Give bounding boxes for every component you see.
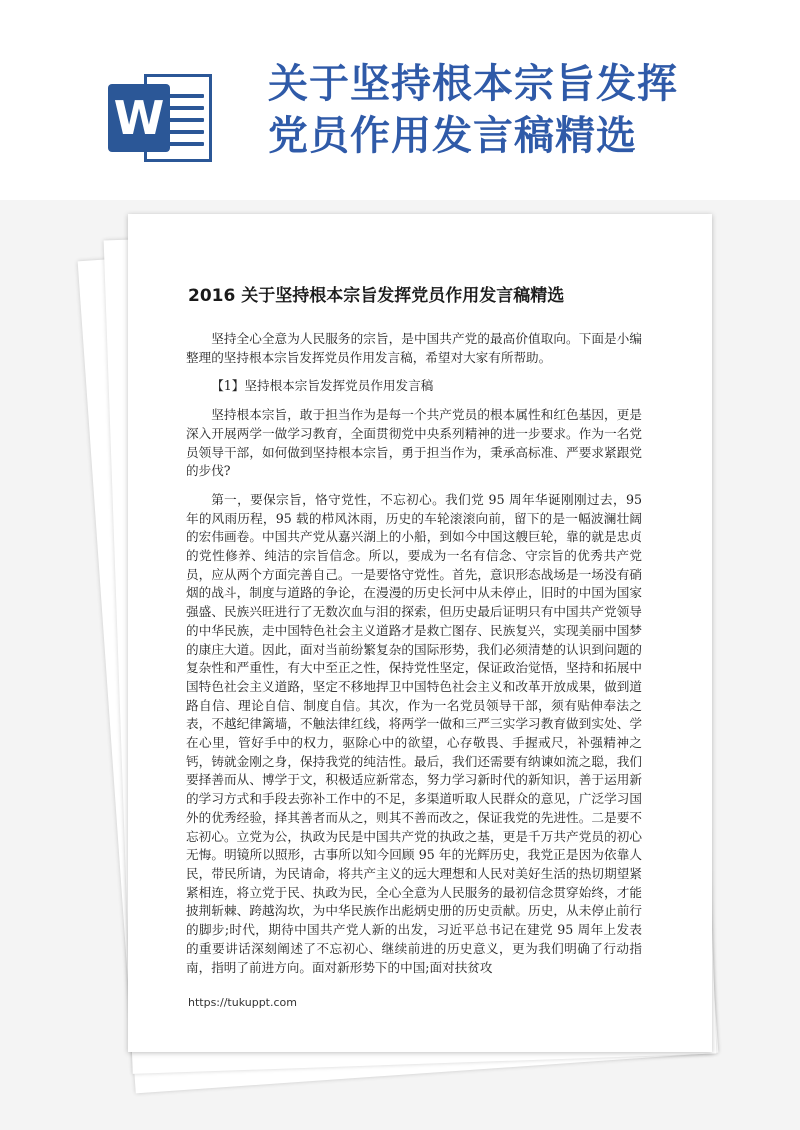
body-paragraph: 第一，要保宗旨，恪守党性，不忘初心。我们党 95 周年华诞刚刚过去，95 年的风雨历程，95 载的栉风沐雨，历史的车轮滚滚向前，留下的是一幅波澜壮阔的宏伟画卷。中国共产党从嘉兴湖上的小船，到如今中国这艘巨轮，靠的就是忠贞的党性修养、纯洁的宗旨信念。所以，要成为一名有信念、守宗旨的优秀共产党员，应从两个方面完善自己。一是要恪守党性。首先，意识形态战场是一场没有硝烟的战斗，制度与道路的争论，在漫漫的历史长河中从未停止，旧时的中国为国家强盛、民族兴旺进行了无数次血与泪的探索，但历史最后证明只有中国共产党领导的中华民族，走中国特色社会主义道路才是救亡图存、民族复兴，实现美丽中国梦的康庄大道。因此，面对当前纷繁复杂的国际形势，我们必须清楚的认识到问题的复杂性和严重性，有大中至正之性，保持党性坚定，保证政治觉悟，坚持和拓展中国特色社会主义道路，坚定不移地捍卫中国特色社会主义和改革开放成果，做到道路自信、理论自信、制度自信。其次，作为一名党员领导干部，须有贴伸奉法之表，不越纪律篱墙，不触法律红线，将两学一做和三严三实学习教育做到实处、学在心里，管好手中的权力，驱除心中的欲望，心存敬畏、手握戒尺，补强精神之钙，铸就金刚之身，保持我党的纯洁性。最后，我们还需要有纳谏如流之聪，我们要择善而从、博学于文，积极适应新常态，努力学习新时代的新知识，善于运用新的学习方式和手段去弥补工作中的不足，多渠道听取人民群众的意见，广泛学习国外的优秀经验，择其善者而从之，则其不善而改之，保证我党的先进性。二是要不忘初心。立党为公，执政为民是中国共产党的执政之基，更是千万共产党员的初心无悔。明镜所以照形，古事所以知今回顾 95 年的光辉历史，我党正是因为依靠人民，带民所请，为民请命，将共产主义的远大理想和人民对美好生活的热切期望紧紧相连，将立党于民、执政为民，全心全意为人民服务的最初信念贯穿始终，才能披荆斩棘、跨越沟坎，为中华民族作出彪炳史册的历史贡献。历史，从未停止前行的脚步;时代，期待中国共产党人新的出发，习近平总书记在建党 95 周年上发表的重要讲话深刻阐述了不忘初心、继续前进的历史意义，更为我们明确了行动指南，指明了前进方向。面对新形势下的中国;面对扶贫攻 (186, 491, 642, 975)
word-letter-badge: W (108, 84, 170, 152)
intro-paragraph: 坚持全心全意为人民服务的宗旨，是中国共产党的最高价值取向。下面是小编整理的坚持根本宗旨发挥党员作用发言稿，希望对大家有所帮助。 (186, 331, 642, 365)
word-document-icon (108, 70, 214, 166)
document-title: 2016 关于坚持根本宗旨发挥党员作用发言稿精选 (188, 286, 565, 306)
page-title-line-2: 党员作用发言稿精选 (268, 113, 637, 159)
document-page (128, 214, 712, 1052)
source-url: https://tukuppt.com (188, 996, 297, 1009)
document-body (186, 330, 642, 977)
page-title-line-1: 关于坚持根本宗旨发挥 (268, 61, 678, 107)
header-band (0, 0, 800, 200)
section-heading: 【1】坚持根本宗旨发挥党员作用发言稿 (211, 378, 434, 394)
body-paragraph: 坚持根本宗旨，敢于担当作为是每一个共产党员的根本属性和红色基因，更是深入开展两学一做学习教育，全面贯彻党中央系列精神的进一步要求。作为一名党员领导干部，如何做到坚持根本宗旨，勇于担当作为，秉承高标准、严要求紧跟党的步伐? (186, 407, 642, 479)
page-title (268, 58, 768, 162)
